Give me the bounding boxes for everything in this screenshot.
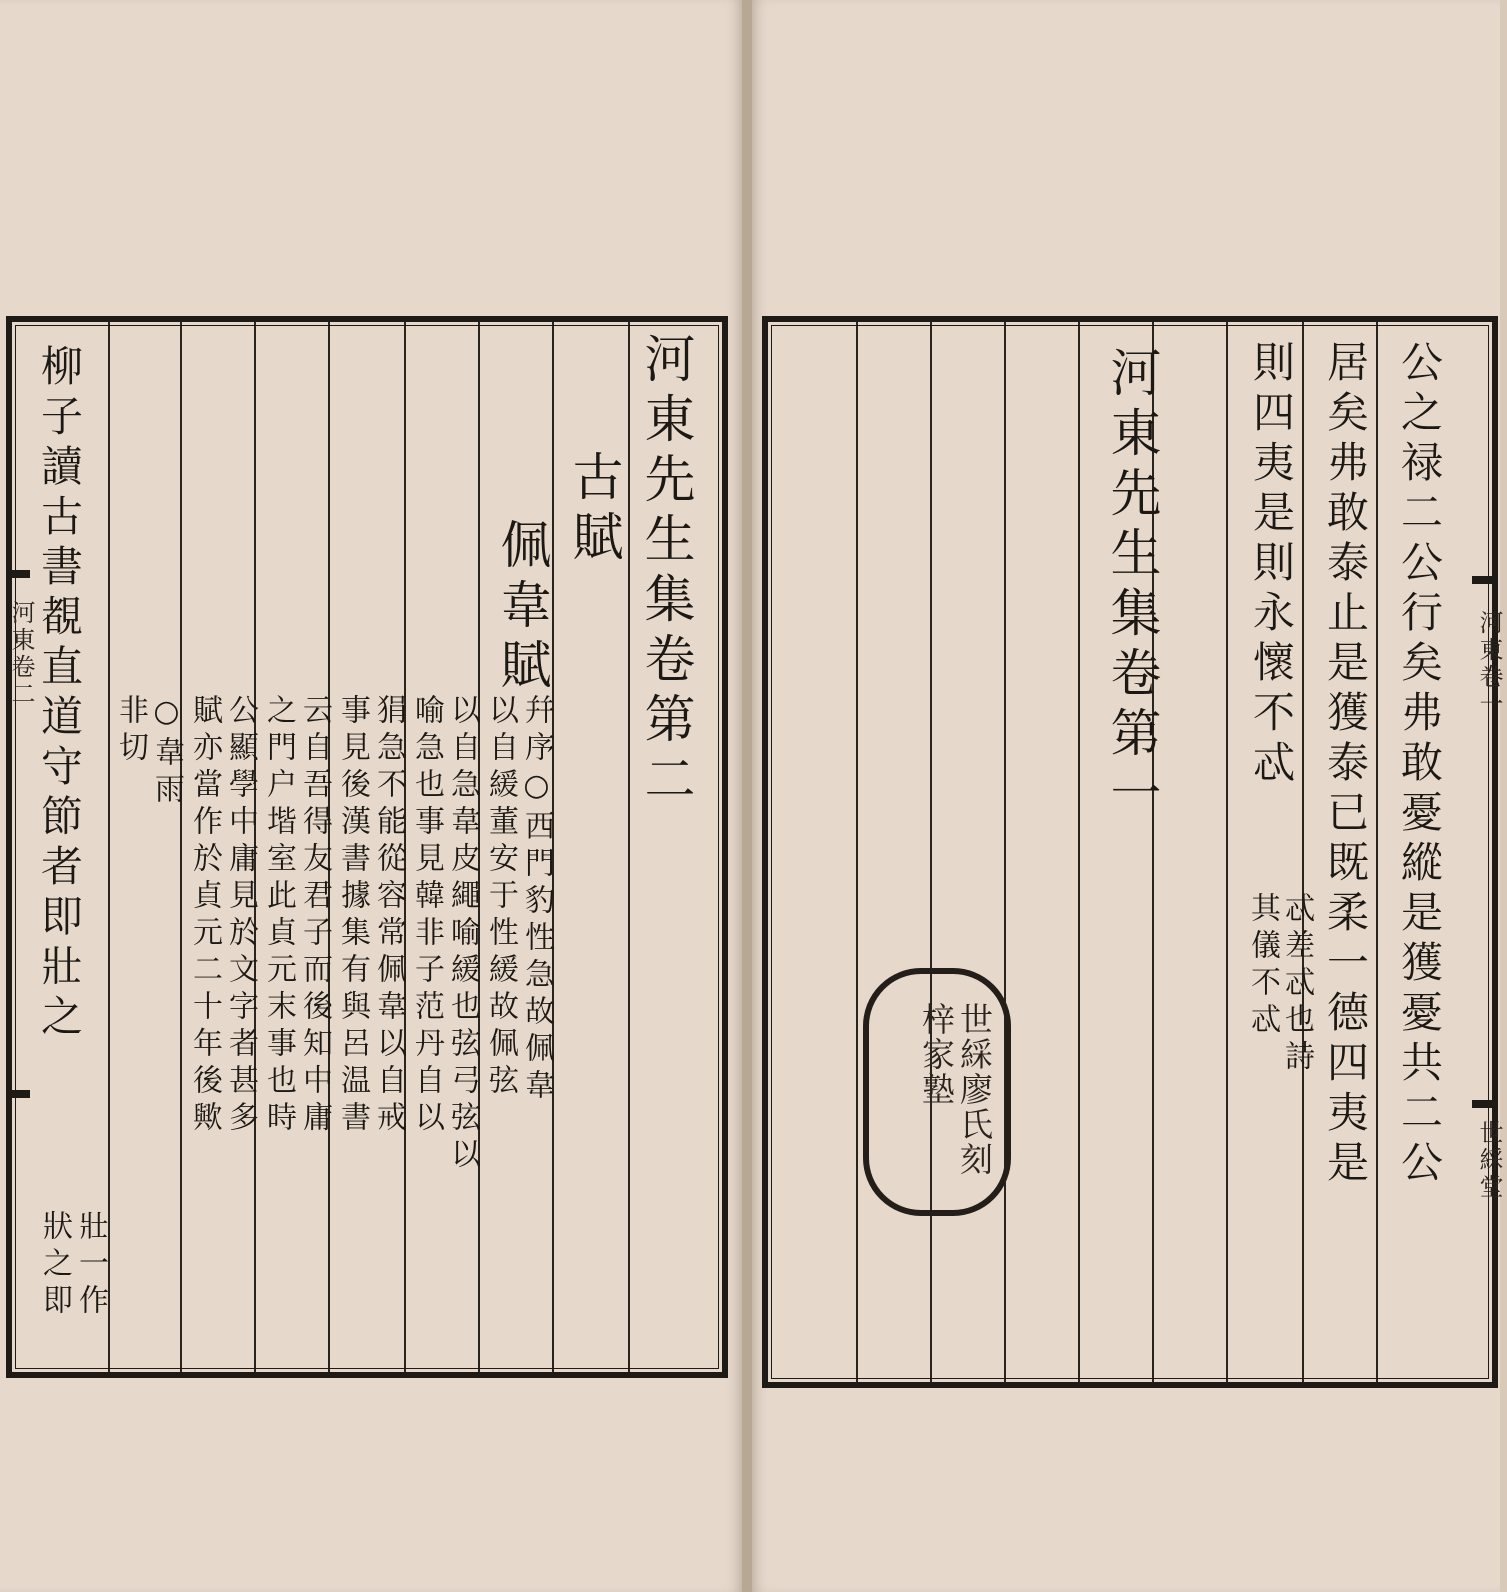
text-line-3: 則四夷是則永懷不忒 [1247,340,1296,790]
note-column: 非切 [113,694,148,768]
volume-title: 河東先生集卷第二 [635,332,694,812]
left-fish-tail-top [8,570,30,578]
column-rule [1004,322,1006,1382]
note-column: 狷急不能從容常佩韋以自戒 [371,694,406,1138]
text-line-2: 居矣弗敢泰止是獲泰已既柔一德四夷是 [1321,340,1370,1190]
column-rule [1302,322,1304,1382]
note-column: 云自吾得友君子而後知中庸 [297,694,332,1138]
work-title: 佩韋賦 [491,518,550,698]
left-margin-strip: 河東卷二 [7,600,35,708]
closing-title: 河東先生集卷第一 [1101,346,1160,826]
note-column: 幷序○西門豹性急故佩韋 [519,694,554,1106]
inline-note: 忒差忒也詩 [1279,892,1314,1077]
column-rule [930,322,932,1382]
column-rule [1078,322,1080,1382]
right-margin-strip: 河東卷一 [1475,610,1503,718]
note-column: 公顯學中庸見於文字者甚多 [223,694,258,1138]
right-fish-tail-top [1472,576,1498,584]
collector-seal [863,968,1011,1216]
genre-heading: 古賦 [563,450,622,570]
book-gutter [742,0,752,1592]
column-rule [108,322,110,1372]
note-column: 喻急也事見韓非子范丹自以 [409,694,444,1138]
right-tab-label: 世綵堂 [1475,1120,1503,1201]
inline-note: 其儀不忒 [1245,892,1280,1040]
inline-note: 壯一作 [73,1210,108,1321]
text-line-1: 公之禄二公行矣弗敢憂縱是獲憂共二公 [1395,340,1444,1190]
column-rule [1376,322,1378,1382]
right-fish-tail-bottom [1472,1100,1498,1108]
column-rule [856,322,858,1382]
note-column: 以自急韋皮繩喻緩也弦弓弦以 [445,694,480,1175]
note-column: 事見後漢書據集有與呂温書 [335,694,370,1138]
left-fish-tail-bottom [8,1090,30,1098]
note-column: 以自緩董安于性緩故佩弦 [483,694,518,1101]
column-rule [1226,322,1228,1382]
inline-note: 狀之即 [37,1210,72,1321]
note-column: 賦亦當作於貞元二十年後歟 [187,694,222,1138]
column-rule [180,322,182,1372]
column-rule [628,322,630,1372]
seal-text: 世綵廖氏刻梓家塾 [917,1002,994,1177]
note-column: ○韋雨 [149,694,184,810]
main-text-column: 柳子讀古書覩直道守節者即壯之 [35,344,84,1044]
note-column: 之門户堦室此貞元末事也時 [261,694,296,1138]
